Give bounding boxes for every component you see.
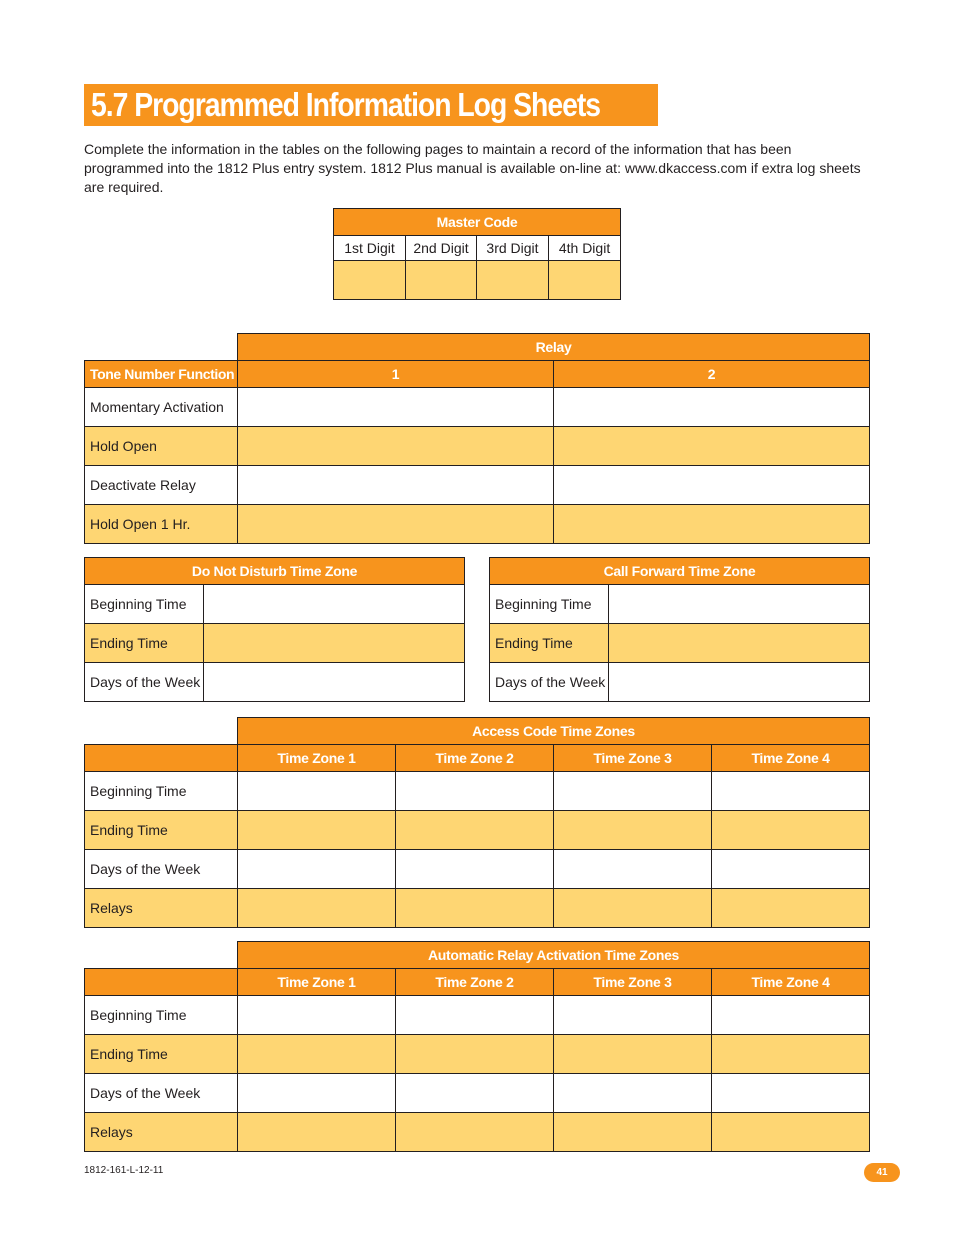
auto-relay-table [84,941,870,1152]
auto-header: Automatic Relay Activation Time Zones [238,942,870,969]
row-label: Relays [85,889,238,928]
access-cell[interactable] [554,850,712,889]
row-label: Relays [85,1113,238,1152]
row-label: Ending Time [85,811,238,850]
access-cell[interactable] [396,811,554,850]
auto-cell[interactable] [712,996,870,1035]
digit-2-label: 2nd Digit [406,236,477,261]
page-title: 5.7 Programmed Information Log Sheets [91,86,601,123]
tz-col: Time Zone 1 [238,745,396,772]
access-cell[interactable] [712,772,870,811]
access-cell[interactable] [396,889,554,928]
cf-cell[interactable] [609,663,870,702]
tz-col: Time Zone 3 [554,969,712,996]
digit-4-label: 4th Digit [549,236,621,261]
auto-cell[interactable] [554,1035,712,1074]
row-label: Momentary Activation [85,388,238,427]
relay-cell[interactable] [554,427,870,466]
tz-col: Time Zone 2 [396,969,554,996]
auto-cell[interactable] [554,1113,712,1152]
row-label: Beginning Time [85,772,238,811]
cf-cell[interactable] [609,585,870,624]
relay-cell[interactable] [238,388,554,427]
row-label: Days of the Week [490,663,609,702]
auto-cell[interactable] [554,1074,712,1113]
digit-2-cell[interactable] [406,261,477,300]
row-label: Ending Time [490,624,609,663]
relay-cell[interactable] [238,466,554,505]
tz-col: Time Zone 4 [712,745,870,772]
relay-header: Relay [238,334,870,361]
auto-spacer [85,942,238,969]
row-label: Days of the Week [85,1074,238,1113]
intro-paragraph: Complete the information in the tables on the following pages to maintain a record of the information that has been programmed into the 1812 Plus entry system. 1812 Plus manual is available on-line at: www.dkaccess.com if extra log sheets are required. [84,141,861,195]
auto-cell[interactable] [712,1035,870,1074]
row-label: Beginning Time [85,585,204,624]
auto-cell[interactable] [396,1113,554,1152]
document-id: 1812-161-L-12-11 [84,1165,164,1176]
call-forward-header: Call Forward Time Zone [490,558,870,585]
master-code-table [333,208,621,300]
tone-function-header: Tone Number Function [85,361,238,388]
dnd-cell[interactable] [204,585,465,624]
row-label: Ending Time [85,1035,238,1074]
relay-spacer [85,334,238,361]
row-label: Hold Open 1 Hr. [85,505,238,544]
dnd-table [84,557,465,702]
page-number-badge: 41 [864,1163,900,1182]
relay-cell[interactable] [554,505,870,544]
access-cell[interactable] [396,772,554,811]
relay-cell[interactable] [238,427,554,466]
auto-cell[interactable] [712,1113,870,1152]
access-corner [85,745,238,772]
relay-cell[interactable] [554,466,870,505]
access-cell[interactable] [554,889,712,928]
dnd-cell[interactable] [204,624,465,663]
tz-col: Time Zone 4 [712,969,870,996]
row-label: Days of the Week [85,663,204,702]
auto-cell[interactable] [396,1074,554,1113]
auto-corner [85,969,238,996]
access-cell[interactable] [554,811,712,850]
auto-cell[interactable] [396,996,554,1035]
access-cell[interactable] [396,850,554,889]
relay-table [84,333,870,544]
access-cell[interactable] [238,811,396,850]
access-cell[interactable] [238,889,396,928]
digit-1-label: 1st Digit [334,236,406,261]
auto-cell[interactable] [712,1074,870,1113]
row-label: Hold Open [85,427,238,466]
access-cell[interactable] [238,772,396,811]
digit-3-label: 3rd Digit [477,236,549,261]
access-spacer [85,718,238,745]
dnd-cell[interactable] [204,663,465,702]
call-forward-table [489,557,870,702]
auto-cell[interactable] [554,996,712,1035]
access-cell[interactable] [554,772,712,811]
row-label: Ending Time [85,624,204,663]
access-header: Access Code Time Zones [238,718,870,745]
access-cell[interactable] [238,850,396,889]
row-label: Beginning Time [490,585,609,624]
row-label: Days of the Week [85,850,238,889]
digit-3-cell[interactable] [477,261,549,300]
tz-col: Time Zone 3 [554,745,712,772]
dnd-header: Do Not Disturb Time Zone [85,558,465,585]
access-code-table [84,717,870,928]
master-code-header: Master Code [334,209,621,236]
auto-cell[interactable] [238,1074,396,1113]
auto-cell[interactable] [238,1113,396,1152]
digit-4-cell[interactable] [549,261,621,300]
row-label: Beginning Time [85,996,238,1035]
tz-col: Time Zone 2 [396,745,554,772]
auto-cell[interactable] [238,1035,396,1074]
relay-cell[interactable] [554,388,870,427]
access-cell[interactable] [712,811,870,850]
relay-col-2: 2 [554,361,870,388]
access-cell[interactable] [712,850,870,889]
relay-col-1: 1 [238,361,554,388]
auto-cell[interactable] [238,996,396,1035]
relay-cell[interactable] [238,505,554,544]
digit-1-cell[interactable] [334,261,406,300]
tz-col: Time Zone 1 [238,969,396,996]
cf-cell[interactable] [609,624,870,663]
row-label: Deactivate Relay [85,466,238,505]
access-cell[interactable] [712,889,870,928]
auto-cell[interactable] [396,1035,554,1074]
